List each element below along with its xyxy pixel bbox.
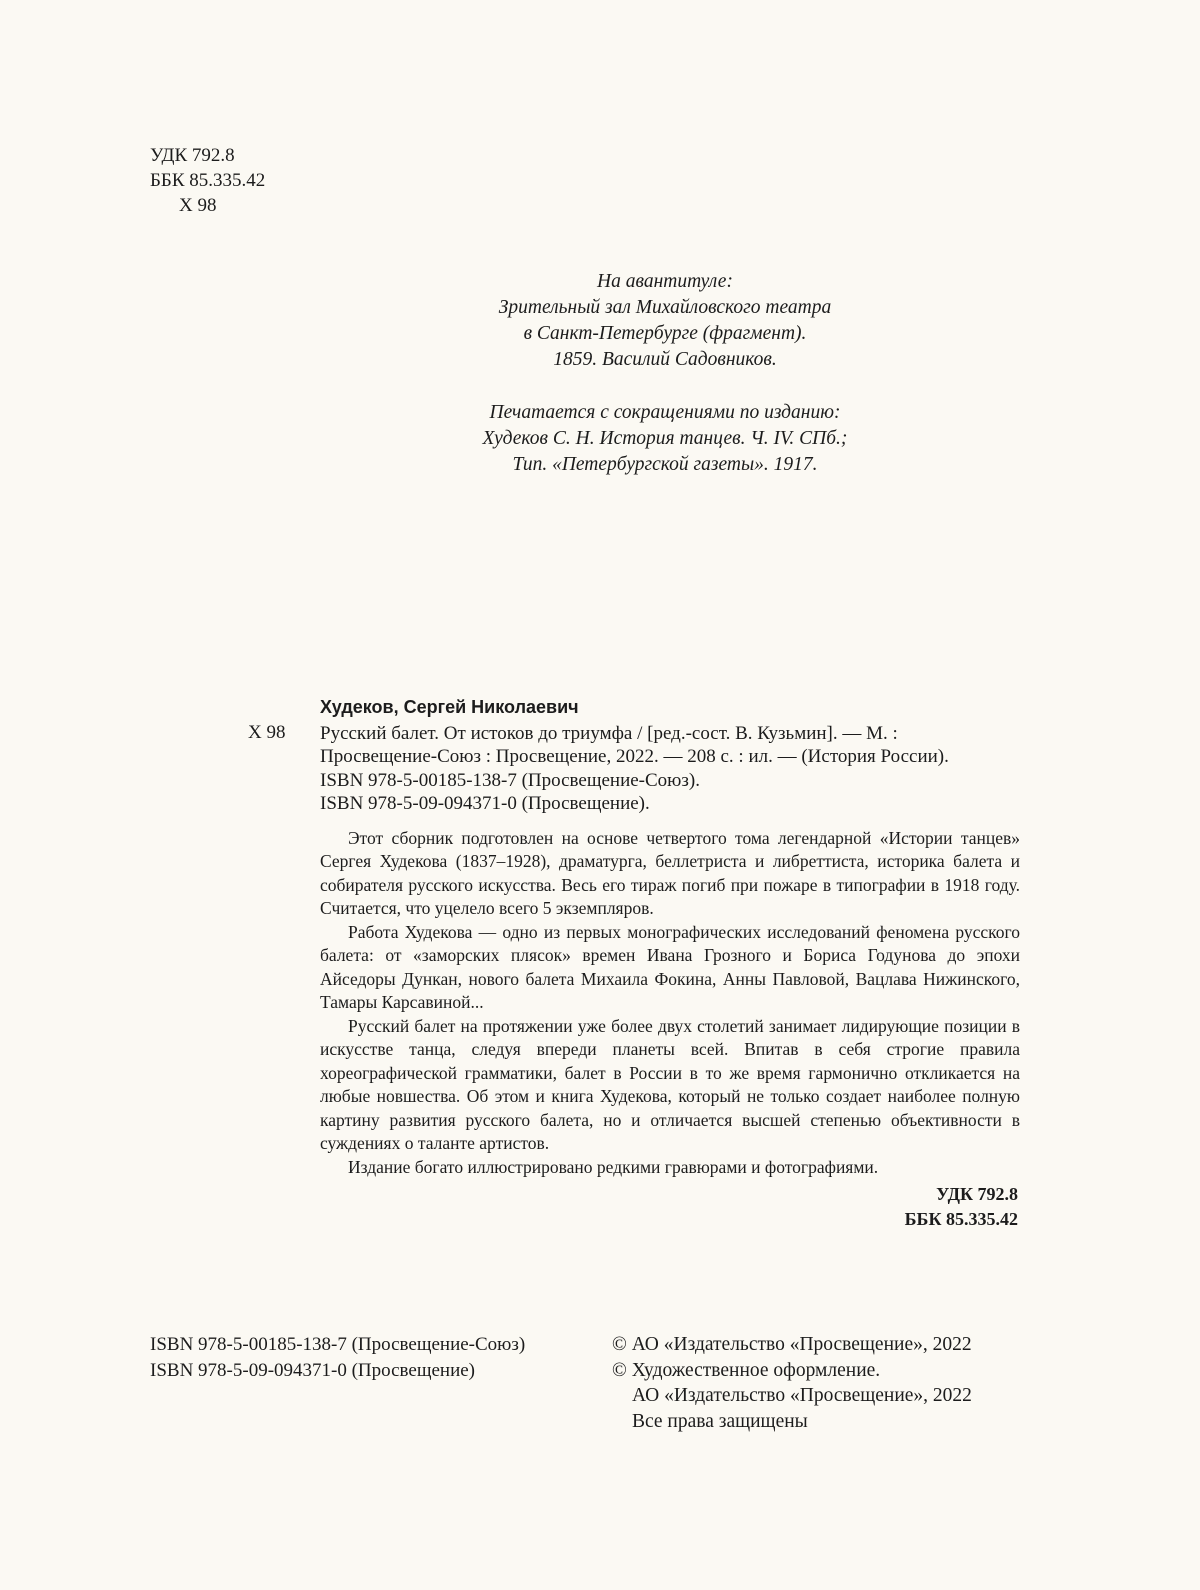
author-mark: Х 98 (179, 195, 217, 216)
note-line: 1859. Василий Садовников. (553, 349, 777, 370)
biblio-line: ISBN 978-5-09-094371-0 (Просвещение). (320, 793, 650, 814)
copyright-line: АО «Издательство «Просвещение», 2022 (632, 1385, 972, 1406)
copyright-line: © АО «Издательство «Просвещение», 2022 (612, 1334, 972, 1355)
card-author: Худеков, Сергей Николаевич (320, 697, 579, 717)
catalog-card (320, 696, 1020, 1232)
edition-notes (380, 269, 950, 478)
annotation-paragraph: Работа Худекова — одно из первых монографических исследований феномена русского балета: от «заморских плясок» времен Ивана Грозного и Бориса Годунова до эпохи Айседоры Дункан, нового балета Михаила Фокина, Анны Павловой, Вацлава Нижинского, Тамары Карсавиной... (320, 921, 1020, 1012)
note-line: в Санкт-Петербурге (фрагмент). (523, 323, 807, 344)
copyright-line: © Художественное оформление. (612, 1359, 881, 1381)
biblio-line: ISBN 978-5-00185-138-7 (Просвещение-Союз). (320, 769, 700, 791)
source-edition-note (380, 400, 950, 478)
card-bbk: ББК 85.335.42 (904, 1209, 1018, 1229)
card-udk: УДК 792.8 (936, 1184, 1018, 1204)
udk-code: УДК 792.8 (150, 145, 235, 166)
biblio-line: Русский балет. От истоков до триумфа / [ред.-сост. В. Кузьмин]. — М. : (320, 722, 898, 744)
copyright-block (612, 1332, 972, 1434)
note-line: Зрительный зал Михайловского театра (498, 297, 832, 318)
rights-reserved: Все права защищены (632, 1410, 808, 1432)
card-classification-codes (320, 1182, 1020, 1232)
biblio-line: Просвещение-Союз : Просвещение, 2022. — 208 с. : ил. — (История России). (320, 746, 949, 767)
annotation-paragraph: Этот сборник подготовлен на основе четвертого тома легендарной «Истории танцев» Сергея Худекова (1837–1928), драматурга, беллетриста и либреттиста, историка балета и собирателя русского искусства. Весь его тираж погиб при пожаре в типографии в 1918 году. Считается, что уцелело всего 5 экземпляров. (320, 827, 1020, 918)
note-line: Печатается с сокращениями по изданию: (489, 402, 841, 423)
annotation-paragraph: Русский балет на протяжении уже более двух столетий занимает лидирующие позиции в искусстве танца, следуя впереди планеты всей. Впитав в себя строгие правила хореографической грамматики, балет в России в то же время гармонично откликается на любые новшества. Об этом и книга Худекова, который не только создает наиболее полную картину развития русского балета, но и отличается высшей степенью объективности в суждениях о таланте артистов. (320, 1015, 1020, 1153)
note-line: Худеков С. Н. История танцев. Ч. IV. СПб.; (482, 428, 848, 449)
bbk-code: ББК 85.335.42 (150, 170, 266, 191)
isbn-block (150, 1332, 525, 1383)
isbn-line: ISBN 978-5-00185-138-7 (Просвещение-Союз) (150, 1334, 526, 1355)
annotation-paragraph: Издание богато иллюстрировано редкими гравюрами и фотографиями. (348, 1156, 879, 1177)
isbn-line: ISBN 978-5-09-094371-0 (Просвещение) (150, 1359, 476, 1381)
classification-codes-top (150, 143, 265, 218)
note-line: На авантитуле: (597, 271, 733, 292)
card-author-mark: Х 98 (248, 722, 286, 743)
frontispiece-note (380, 269, 950, 373)
note-line: Тип. «Петербургской газеты». 1917. (512, 454, 818, 475)
annotation (320, 827, 1020, 1180)
